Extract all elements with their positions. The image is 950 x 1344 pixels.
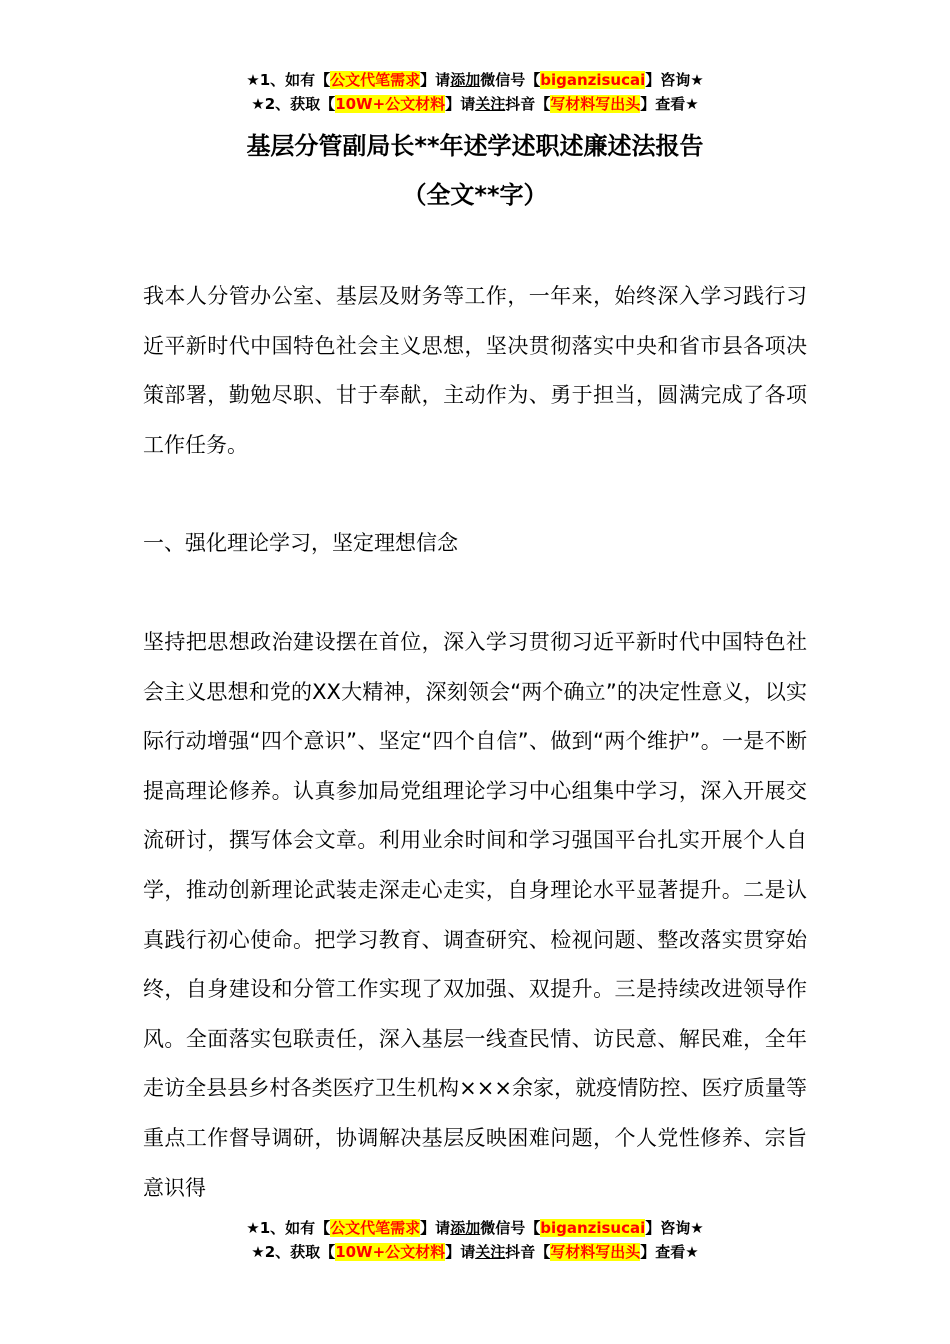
notice-text: ★2、获取【 <box>251 95 336 113</box>
notice-text: ★1、如有【 <box>246 1219 331 1237</box>
footer-notice <box>0 1216 950 1264</box>
notice-text: 】请 <box>420 1219 451 1237</box>
highlight-account: 写材料写出头 <box>550 95 641 113</box>
notice-line-2 <box>0 92 950 116</box>
notice-text: 】咨询★ <box>645 71 704 89</box>
highlight-service: 公文代笔需求 <box>330 71 421 89</box>
notice-text: 】查看★ <box>640 1243 699 1261</box>
notice-text: 】请 <box>420 71 451 89</box>
notice-line-1 <box>0 1216 950 1240</box>
notice-text: ★2、获取【 <box>251 1243 336 1261</box>
notice-text: 】请 <box>445 95 476 113</box>
notice-line-1 <box>0 68 950 92</box>
notice-text: 】查看★ <box>640 95 699 113</box>
highlight-wechat-id: biganzisucai <box>540 1219 646 1237</box>
notice-text: ★1、如有【 <box>246 71 331 89</box>
document-subtitle: （全文**字） <box>402 181 548 209</box>
highlight-account: 写材料写出头 <box>550 1243 641 1261</box>
notice-text: 微信号【 <box>480 1219 541 1237</box>
highlight-wechat-id: biganzisucai <box>540 71 646 89</box>
notice-text: 微信号【 <box>480 71 541 89</box>
underlined-action: 关注 <box>475 95 506 113</box>
header-notice <box>0 68 950 116</box>
highlight-materials: 10W+公文材料 <box>335 1243 446 1261</box>
highlight-service: 公文代笔需求 <box>330 1219 421 1237</box>
intro-paragraph: 我本人分管办公室、基层及财务等工作，一年来，始终深入学习践行习近平新时代中国特色社会主义思想，坚决贯彻落实中央和省市县各项决策部署，勤勉尽职、甘于奉献，主动作为、勇于担当，圆满完成了各项工作任务。 <box>143 284 807 457</box>
document-title: 基层分管副局长**年述学述职述廉述法报告 <box>246 132 704 160</box>
section-paragraph: 坚持把思想政治建设摆在首位，深入学习贯彻习近平新时代中国特色社会主义思想和党的XX大精神，深刻领会“两个确立”的决定性意义，以实际行动增强“四个意识”、坚定“四个自信”、做到“两个维护”。一是不断提高理论修养。认真参加局党组理论学习中心组集中学习，深入开展交流研讨，撰写体会文章。利用业余时间和学习强国平台扎实开展个人自学，推动创新理论武装走深走心走实，自身理论水平显著提升。二是认真践行初心使命。把学习教育、调查研究、检视问题、整改落实贯穿始终，自身建设和分管工作实现了双加强、双提升。三是持续改进领导作风。全面落实包联责任，深入基层一线查民情、访民意、解民难，全年走访全县县乡村各类医疗卫生机构×××余家，就疫情防控、医疗质量等重点工作督导调研，协调解决基层反映困难问题，个人党性修养、宗旨意识得 <box>143 630 807 1200</box>
highlight-materials: 10W+公文材料 <box>335 95 446 113</box>
notice-text: 】请 <box>445 1243 476 1261</box>
underlined-action: 添加 <box>450 71 481 89</box>
underlined-action: 关注 <box>475 1243 506 1261</box>
notice-text: 抖音【 <box>505 95 551 113</box>
notice-text: 抖音【 <box>505 1243 551 1261</box>
underlined-action: 添加 <box>450 1219 481 1237</box>
section-heading: 一、强化理论学习，坚定理想信念 <box>143 531 458 555</box>
notice-line-2 <box>0 1240 950 1264</box>
notice-text: 】咨询★ <box>645 1219 704 1237</box>
